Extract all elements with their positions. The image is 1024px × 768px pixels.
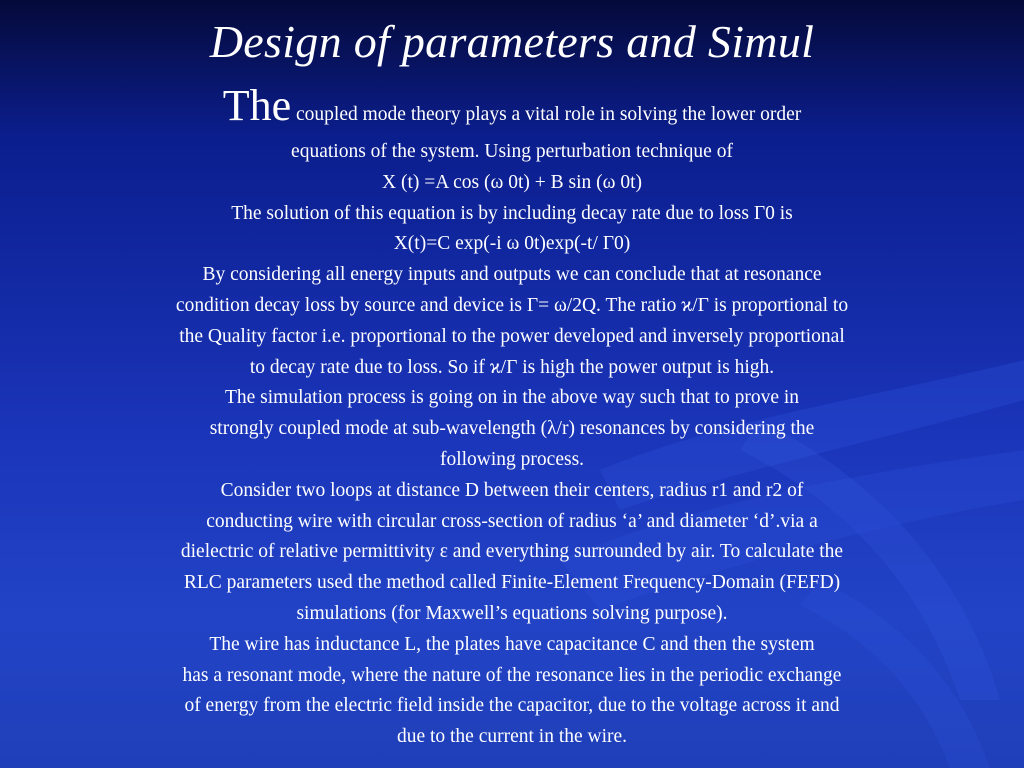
body-line-text: coupled mode theory plays a vital role in solving the lower order	[296, 104, 802, 125]
body-line: The simulation process is going on in the above way such that to prove in	[224, 387, 800, 409]
body-line: the Quality factor i.e. proportional to the power developed and inversely proportional	[179, 325, 845, 347]
body-line: to decay rate due to loss. So if ϰ/Γ is high the power output is high.	[249, 356, 775, 378]
body-line: condition decay loss by source and device is Γ= ω/2Q. The ratio ϰ/Γ is proportional to	[175, 294, 849, 316]
body-line: By considering all energy inputs and outputs we can conclude that at resonance	[202, 264, 822, 286]
lead-word: The	[222, 81, 292, 130]
body-line: Consider two loops at distance D between their centers, radius r1 and r2 of	[220, 479, 804, 501]
body-line: RLC parameters used the method called Finite-Element Frequency-Domain (FEFD)	[183, 572, 841, 594]
body-line: X (t) =A cos (ω 0t) + B sin (ω 0t)	[382, 171, 642, 193]
body-line: of energy from the electric field inside the capacitor, due to the voltage across it and	[184, 695, 840, 717]
body-line: strongly coupled mode at sub-wavelength (λ/r) resonances by considering the	[209, 418, 815, 440]
body-line: simulations (for Maxwell’s equations solving purpose).	[296, 602, 728, 624]
body-line: dielectric of relative permittivity ε and everything surrounded by air. To calculate the	[180, 541, 844, 563]
body-line: equations of the system. Using perturbation technique of	[291, 141, 733, 162]
body-line: following process.	[439, 448, 585, 470]
body-line-1	[60, 81, 964, 137]
slide-title: Design of parameters and Simul	[209, 16, 815, 67]
slide-body-text	[60, 81, 964, 753]
body-line: due to the current in the wire.	[396, 726, 628, 748]
body-line: conducting wire with circular cross-section of radius ‘a’ and diameter ‘d’.via a	[206, 510, 818, 532]
body-line: The solution of this equation is by including decay rate due to loss Γ0 is	[231, 202, 793, 224]
body-line: X(t)=C exp(-i ω 0t)exp(-t/ Γ0)	[393, 233, 631, 255]
body-line: has a resonant mode, where the nature of the resonance lies in the periodic exchange	[182, 664, 842, 686]
body-line: The wire has inductance L, the plates have capacitance C and then the system	[209, 633, 815, 655]
